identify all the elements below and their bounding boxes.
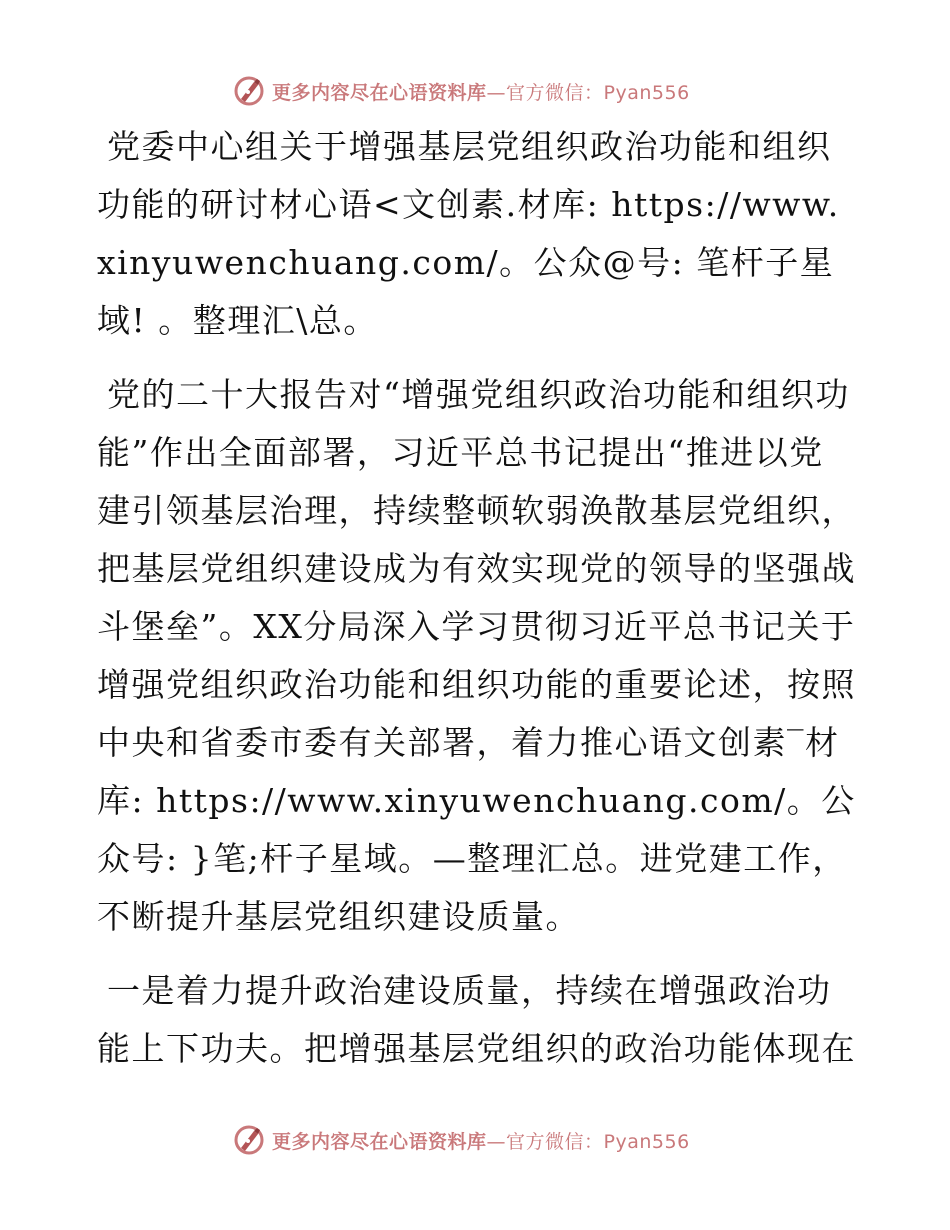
header-banner-text: 更多内容尽在心语资料库: [272, 81, 487, 104]
header-banner: [232, 71, 690, 111]
fountain-pen-circle-icon: [232, 74, 266, 108]
paragraph-1: 党委中心组关于增强基层党组织政治功能和组织功能的研讨材心语<文创素.材库: https://www.xinyuwenchuang.com/。公众@号: 笔杆子星域! 。整理汇\总。: [97, 127, 840, 340]
footer-wechat-text: —官方微信：Pyan556: [486, 1130, 690, 1153]
paragraph-2: 党的二十大报告对“增强党组织政治功能和组织功能”作出全面部署，习近平总书记提出“推进以党建引领基层治理，持续整顿软弱涣散基层党组织，把基层党组织建设成为有效实现党的领导的坚强战斗堡垒”。XX分局深入学习贯彻习近平总书记关于增强党组织政治功能和组织功能的重要论述，按照中央和省委市委有关部署，着力推心语文创素‾材库: https://www.xinyuwenchuang.com/。公众号: }笔;杆子星域。—整理汇总。进党建工作，不断提升基层党组织建设质量。: [97, 375, 856, 936]
footer-banner: [232, 1120, 690, 1160]
fountain-pen-circle-icon: [232, 1123, 266, 1157]
header-wechat-text: —官方微信：Pyan556: [486, 81, 690, 104]
paragraph-3: 一是着力提升政治建设质量，持续在增强政治功能上下功夫。把增强基层党组织的政治功能体现在: [97, 971, 856, 1068]
footer-banner-text: 更多内容尽在心语资料库: [272, 1130, 487, 1153]
document-body: [97, 118, 857, 1118]
